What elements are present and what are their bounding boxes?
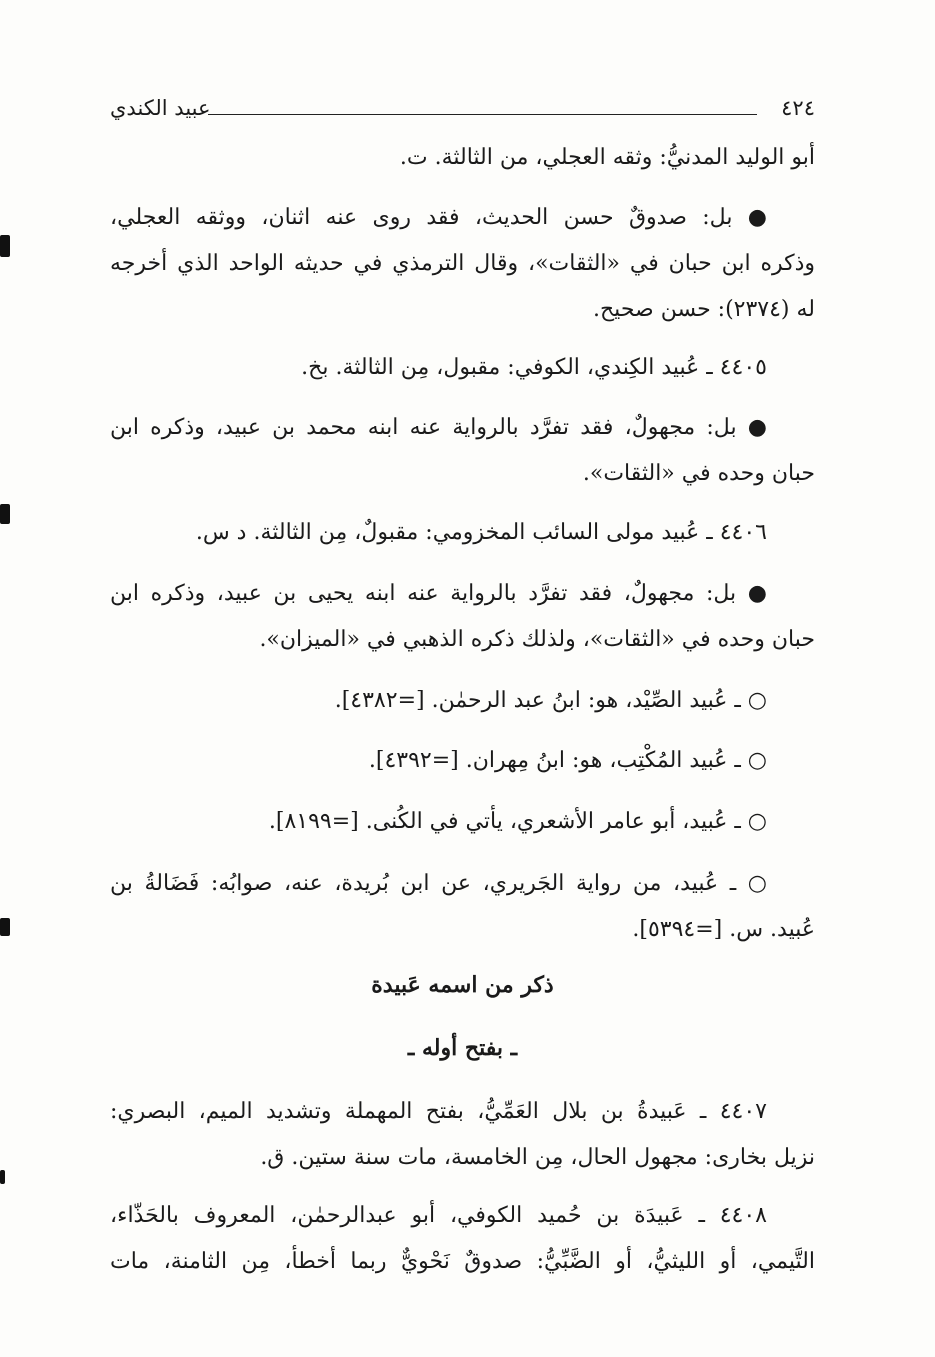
margin-mark [0, 918, 10, 936]
margin-mark [0, 235, 10, 257]
text-line: نزيل بخارى: مجهول الحال، مِن الخامسة، مات سنة ستين. ق. [260, 1145, 815, 1170]
running-title: عبيد الكندي [110, 96, 211, 120]
text-line: ● بل: مجهولٌ، فقد تفرَّد بالرواية عنه ابنه محمد بن عبيد، وذكره ابن [110, 415, 767, 440]
page-header [110, 92, 815, 124]
text-line: حبان وحده في «الثقات»، ولذلك ذكره الذهبي في «الميزان». [259, 627, 815, 652]
cross-reference-line: ○ ـ عُبيد المُكْتِب، هو: ابنُ مِهران. [=٤٣٩٢]. [368, 748, 767, 773]
text-line: حبان وحده في «الثقات». [582, 461, 815, 486]
text-line: وذكره ابن حبان في «الثقات»، وقال الترمذي في حديثه الواحد الذي أخرجه [110, 251, 815, 276]
section-heading: ذكر من اسمه عَبيدة [371, 972, 554, 998]
cross-reference-line: ○ ـ عُبيد، أبو عامر الأشعري، يأتي في الكُنى. [=٨١٩٩]. [268, 809, 767, 834]
text-line: له (٢٣٧٤): حسن صحيح. [592, 297, 815, 322]
section-subheading: ـ بفتح أوله ـ [407, 1035, 518, 1061]
entry-line: ٤٤٠٦ ـ عُبيد مولى السائب المخزومي: مقبولٌ، مِن الثالثة. د س. [195, 520, 767, 545]
entry-line: ٤٤٠٨ ـ عَبيدَة بن حُميد الكوفي، أبو عبدالرحمٰن، المعروف بالحَذّاء، [110, 1203, 767, 1228]
text-line: عُبيد. س. [=٥٣٩٤]. [632, 917, 815, 942]
entry-line: ٤٤٠٧ ـ عَبيدةُ بن بلال العَمِّيُّ، بفتح المهملة وتشديد الميم، البصري: [110, 1099, 767, 1124]
text-line: التَّيمي، أو الليثيُّ، أو الضَّبِّيُّ: صدوقٌ نَحْويٌّ ربما أخطأ، مِن الثامنة، مات [110, 1249, 815, 1274]
margin-mark [0, 1170, 5, 1184]
margin-mark [0, 504, 10, 524]
header-rule [208, 114, 757, 115]
cross-reference-line: ○ ـ عُبيد، من رواية الجَريري، عن ابن بُريدة، عنه، صوابُه: فَضَالةُ بن [110, 871, 767, 896]
entry-line: ٤٤٠٥ ـ عُبيد الكِندي، الكوفي: مقبول، مِن الثالثة. بخ. [301, 355, 767, 380]
text-line: ● بل: صدوقٌ حسن الحديث، فقد روى عنه اثنان، ووثقه العجلي، [110, 205, 767, 230]
page-number: ٤٢٤ [781, 96, 815, 120]
text-line: أبو الوليد المدنيُّ: وثقه العجلي، من الثالثة. ت. [399, 145, 815, 170]
cross-reference-line: ○ ـ عُبيد الصِّيْد، هو: ابنُ عبد الرحمٰن. [=٤٣٨٢]. [334, 688, 767, 713]
text-line: ● بل: مجهولٌ، فقد تفرَّد بالرواية عنه ابنه يحيى بن عبيد، وذكره ابن [110, 581, 767, 606]
